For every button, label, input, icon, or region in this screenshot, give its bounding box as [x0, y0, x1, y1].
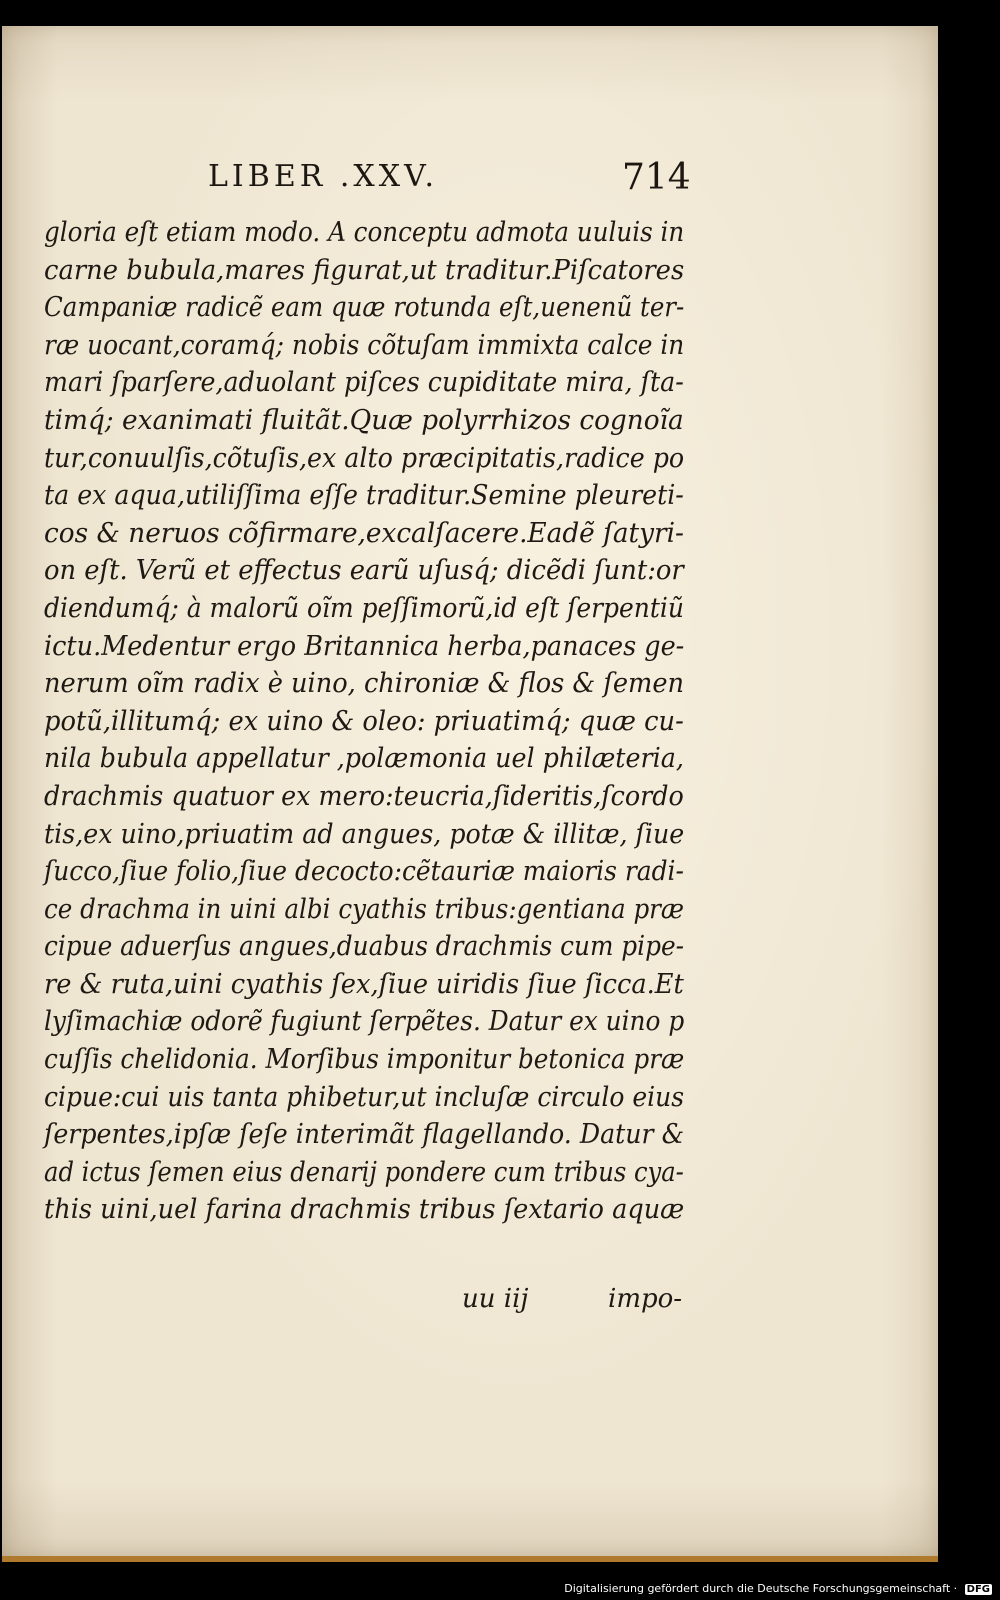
text-line-content: ad ictus ſemen eius denarij pondere cum tribus cya- [44, 1155, 684, 1188]
text-line [44, 1003, 684, 1041]
catchwords [462, 1284, 692, 1320]
text-line-content: diendumq́; à malorũ oĩm peſſimorũ,id eſt ſerpentiũ [44, 591, 684, 624]
text-line-content: ictu.Medentur ergo Britannica herba,panaces ge- [44, 629, 685, 662]
text-line-content: carne bubula,mares figurat,ut traditur.Piſcatores [44, 253, 685, 286]
text-line-content: cipue aduerſus angues,duabus drachmis cum pipe- [44, 930, 685, 963]
text-line-content: nila bubula appellatur ,polæmonia uel philæteria, [44, 742, 684, 775]
text-line-content: this uini,uel farina drachmis tribus ſextario aquæ [44, 1193, 685, 1226]
text-line-content: cos & neruos cõfirmare,excalſacere.Eadẽ ſatyri- [44, 516, 684, 549]
text-line [44, 214, 684, 252]
text-line-content: ræ uocant,coramq́; nobis cõtuſam immixta calce in [44, 328, 685, 361]
credit-text: Digitalisierung gefördert durch die Deutsche Forschungsgemeinschaft [564, 1582, 951, 1595]
text-line [44, 966, 684, 1004]
text-line [44, 665, 684, 703]
text-line [44, 891, 684, 929]
text-line [44, 1191, 684, 1229]
text-line [44, 552, 684, 590]
text-line-content: re & ruta,uini cyathis ſex,ſiue uiridis ſiue ſicca.Et [44, 967, 684, 1000]
text-line [44, 1116, 684, 1154]
text-line [44, 515, 684, 553]
text-line [44, 252, 684, 290]
text-line-content: ſerpentes,ipſæ ſeſe interimãt flagellando. Datur & [44, 1118, 685, 1151]
text-line-content: mari ſparſere,aduolant piſces cupiditate mira, ſta- [44, 366, 684, 399]
text-line [44, 327, 684, 365]
signature-mark: uu iij [462, 1284, 529, 1314]
text-line-content: ta ex aqua,utiliſſima eſſe traditur.Semine pleureti- [44, 479, 684, 512]
text-line [44, 1041, 684, 1079]
text-line-content: Campaniæ radicẽ eam quæ rotunda eſt,uenenũ ter- [44, 291, 685, 324]
digitization-credit: Digitalisierung gefördert durch die Deutsche Forschungsgemeinschaft · DFG [564, 1582, 990, 1595]
text-line-content: nerum oĩm radix è uino, chironiæ & flos & ſemen [44, 667, 685, 700]
text-line [44, 1154, 684, 1192]
text-line-content: ſucco,ſiue folio,ſiue decocto:cẽtauriæ maioris radi- [44, 855, 684, 888]
text-line-content: cipue:cui uis tanta phibetur,ut incluſæ circulo eius [44, 1080, 685, 1113]
text-line [44, 590, 684, 628]
text-line [44, 928, 684, 966]
text-line [44, 778, 684, 816]
text-line [44, 853, 684, 891]
text-line [44, 477, 684, 515]
text-line-content: ce drachma in uini albi cyathis tribus:gentiana præ [44, 892, 685, 925]
text-line-content: cuſſis chelidonia. Morſibus imponitur betonica præ [44, 1043, 685, 1076]
book-page [2, 26, 938, 1562]
page-number: 714 [622, 157, 691, 198]
text-line-content: tis,ex uino,priuatim ad angues, potæ & illitæ, ſiue [44, 817, 685, 850]
text-block [44, 214, 684, 1229]
text-line [44, 816, 684, 854]
page-header [2, 159, 938, 199]
text-line-content: lyſimachiæ odorẽ fugiunt ſerpẽtes. Datur ex uino p [44, 1005, 685, 1038]
text-line-content: potũ,illitumq́; ex uino & oleo: priuatimq́; quæ cu- [44, 704, 684, 737]
text-line-content: gloria eſt etiam modo. A conceptu admota uuluis in [44, 216, 685, 248]
text-line [44, 364, 684, 402]
dfg-logo: DFG [966, 1584, 990, 1595]
text-line [44, 289, 684, 327]
running-head: LIBER .XXV. [208, 159, 439, 194]
text-line [44, 628, 684, 666]
catchword: impo- [608, 1284, 683, 1314]
text-line-content: timq́; exanimati fluitãt.Quæ polyrrhizos cognoĩa [44, 403, 684, 436]
text-line [44, 1079, 684, 1117]
text-line-content: on eſt. Verũ et effectus earũ uſusq́; dicẽdi ſunt:or [44, 554, 684, 587]
text-line [44, 402, 684, 440]
text-line [44, 740, 684, 778]
text-line-content: tur,conuulſis,cõtuſis,ex alto præcipitatis,radice po [44, 441, 685, 474]
text-line [44, 440, 684, 478]
text-line [44, 703, 684, 741]
text-line-content: drachmis quatuor ex mero:teucria,ſideritis,ſcordo [44, 779, 684, 812]
